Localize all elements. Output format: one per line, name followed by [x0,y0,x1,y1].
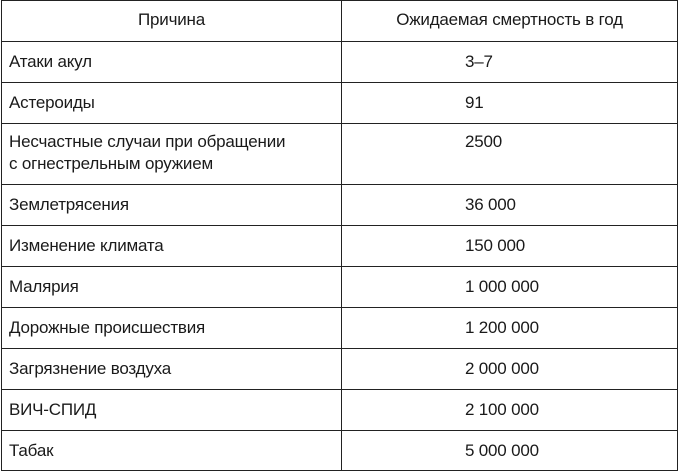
table-row [2,185,678,226]
header-mortality: Ожидаемая смертность в год [342,1,678,42]
mortality-value-cell: 5 000 000 [342,431,678,471]
cause-text: с огнестрельным оружием [9,154,213,173]
cause-text: Астероиды [9,93,95,112]
table-row [2,267,678,308]
mortality-value-cell: 150 000 [342,226,678,267]
table-row [2,390,678,431]
cause-cell [2,308,342,349]
mortality-value-cell: 91 [342,83,678,124]
table-row [2,349,678,390]
mortality-value-cell: 2500 [342,124,678,185]
mortality-value-cell: 1 200 000 [342,308,678,349]
cause-text: Атаки акул [9,52,92,71]
mortality-table [1,0,678,471]
cause-text: Загрязнение воздуха [9,359,171,378]
mortality-value-cell: 2 100 000 [342,390,678,431]
table-row [2,124,678,185]
cause-text: Несчастные случаи при обращении [9,132,286,151]
table-row [2,431,678,471]
table-row [2,226,678,267]
cause-text: Малярия [9,277,79,296]
cause-cell [2,83,342,124]
cause-cell [2,267,342,308]
mortality-value-cell: 36 000 [342,185,678,226]
cause-cell [2,226,342,267]
cause-text: ВИЧ-СПИД [9,400,97,419]
cause-cell [2,124,342,185]
mortality-value-cell: 3–7 [342,42,678,83]
cause-cell [2,185,342,226]
header-cause: Причина [2,1,342,42]
cause-cell [2,349,342,390]
cause-text: Табак [9,441,54,460]
header-row [2,1,678,42]
mortality-value-cell: 2 000 000 [342,349,678,390]
cause-cell [2,390,342,431]
cause-cell [2,431,342,471]
table-body [2,42,678,471]
table-row [2,83,678,124]
cause-text: Землетрясения [9,195,129,214]
cause-text: Дорожные происшествия [9,318,206,337]
cause-cell [2,42,342,83]
mortality-value-cell: 1 000 000 [342,267,678,308]
table-row [2,308,678,349]
table-row [2,42,678,83]
cause-text: Изменение климата [9,236,164,255]
